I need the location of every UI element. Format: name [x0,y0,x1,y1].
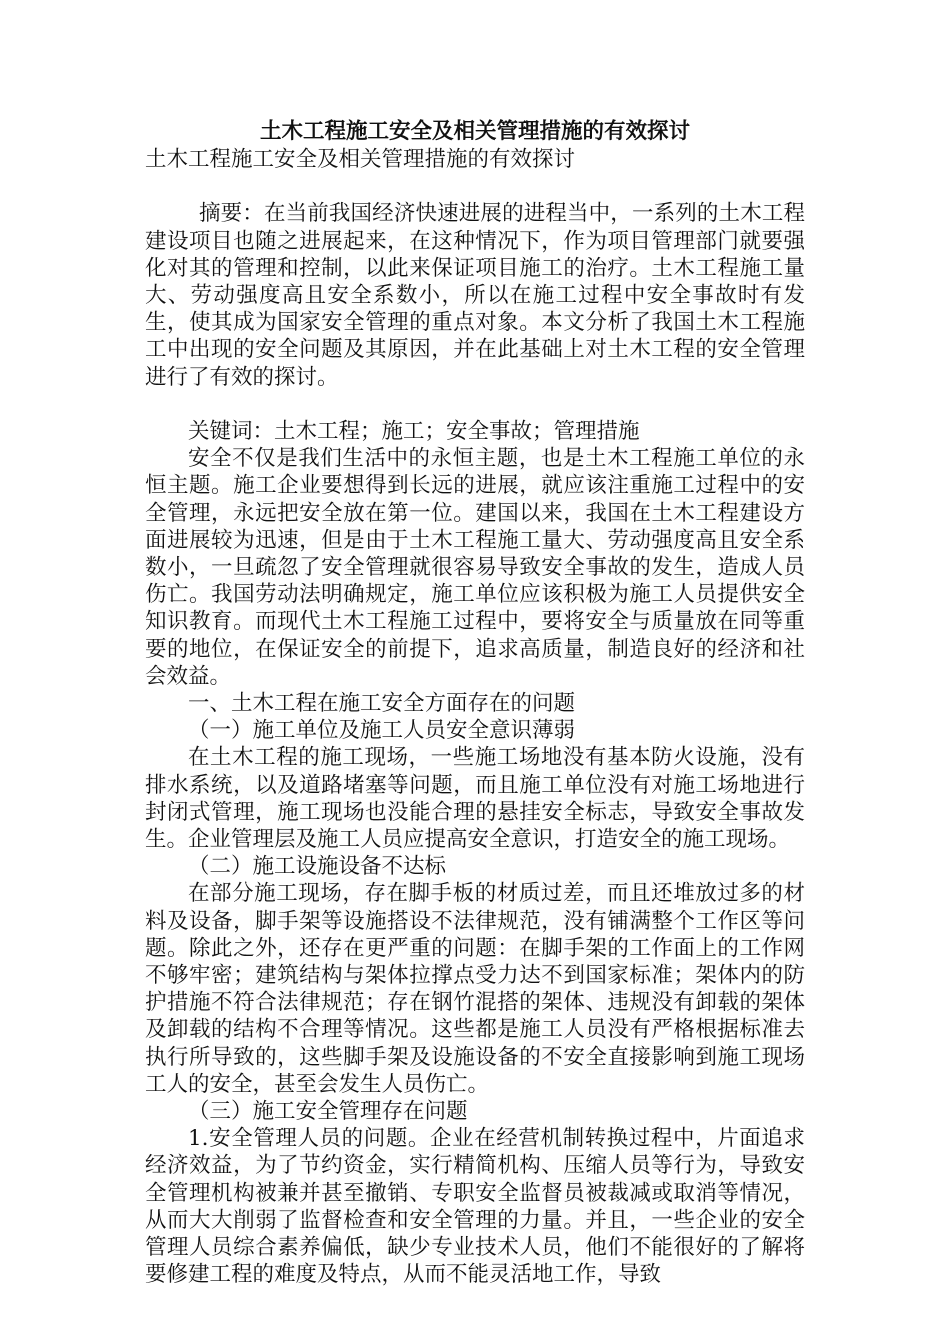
subsection-2-paragraph: 在部分施工现场，存在脚手板的材质过差，而且还堆放过多的材料及设备，脚手架等设施搭设不法律规范，没有铺满整个工作区等问题。除此之外，还存在更严重的问题：在脚手架的工作面上的工作网不够牢密；建筑结构与架体拉撑点受力达不到国家标准；架体内的防护措施不符合法律规范；存在钢竹混搭的架体、违规没有卸载的架体及卸载的结构不合理等情况。这些都是施工人员没有严格根据标准去执行所导致的，这些脚手架及设施设备的不安全直接影响到施工现场工人的安全，甚至会发生人员伤亡。 [145,881,805,1097]
keywords-line: 关键词：土木工程；施工；安全事故；管理措施 [188,419,640,444]
subsection-heading-2: （二）施工设施设备不达标 [188,854,447,880]
document-page [145,118,805,1289]
subsection-heading-3: （三）施工安全管理存在问题 [188,1099,468,1125]
intro-paragraph: 安全不仅是我们生活中的永恒主题，也是土木工程施工单位的永恒主题。施工企业要想得到长远的进展，就应该注重施工过程中的安全管理，永远把安全放在第一位。建国以来，我国在土木工程建设方面进展较为迅速，但是由于土木工程施工量大、劳动强度高且安全系数小，一旦疏忽了安全管理就很容易导致安全事故的发生，造成人员伤亡。我国劳动法明确规定，施工单位应该积极为施工人员提供安全知识教育。而现代土木工程施工过程中，要将安全与质量放在同等重要的地位，在保证安全的前提下，追求高质量，制造良好的经济和社会效益。 [145,446,805,689]
subsection-3-paragraph: 1.安全管理人员的问题。企业在经营机制转换过程中，片面追求经济效益，为了节约资金，实行精简机构、压缩人员等行为，导致安全管理机构被兼并甚至撤销、专职安全监督员被裁减或取消等情况，从而大大削弱了监督检查和安全管理的力量。并且，一些企业的安全管理人员综合素养偏低，缺少专业技术人员，他们不能很好的了解将要修建工程的难度及特点，从而不能灵活地工作，导致 [145,1126,805,1288]
blank-line [145,173,805,200]
document-subtitle: 土木工程施工安全及相关管理措施的有效探讨 [145,147,576,172]
document-title: 土木工程施工安全及相关管理措施的有效探讨 [259,119,690,144]
blank-line [145,391,805,418]
section-heading-1: 一、土木工程在施工安全方面存在的问题 [188,691,576,717]
abstract-paragraph: 摘要：在当前我国经济快速进展的进程当中，一系列的土木工程建设项目也随之进展起来，在这种情况下，作为项目管理部门就要强化对其的管理和控制，以此来保证项目施工的治疗。土木工程施工量大、劳动强度高且安全系数小，所以在施工过程中安全事故时有发生，使其成为国家安全管理的重点对象。本文分析了我国土木工程施工中出现的安全问题及其原因，并在此基础上对土木工程的安全管理进行了有效的探讨。 [145,201,805,390]
subsection-1-paragraph: 在土木工程的施工现场，一些施工场地没有基本防火设施，没有排水系统，以及道路堵塞等问题，而且施工单位没有对施工场地进行封闭式管理，施工现场也没能合理的悬挂安全标志，导致安全事故发生。企业管理层及施工人员应提高安全意识，打造安全的施工现场。 [145,745,805,853]
subsection-heading-1: （一）施工单位及施工人员安全意识薄弱 [188,718,576,744]
